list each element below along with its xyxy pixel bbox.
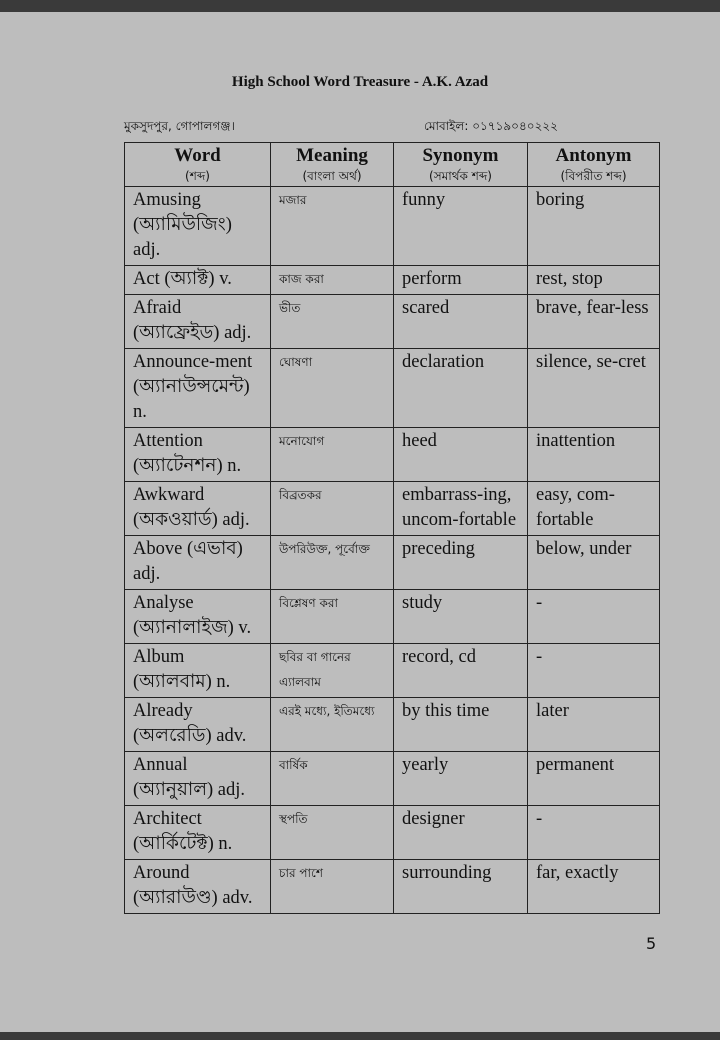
antonym-cell: - xyxy=(528,590,660,644)
table-row xyxy=(125,428,660,482)
header-meaning-sub: (বাংলা অর্থ) xyxy=(302,169,362,183)
top-bar xyxy=(0,0,720,12)
antonym-cell: easy, com-fortable xyxy=(528,482,660,536)
word-cell: Act (অ্যাক্ট) v. xyxy=(125,266,271,295)
synonym-cell: designer xyxy=(394,806,528,860)
antonym-cell: - xyxy=(528,806,660,860)
antonym-cell: later xyxy=(528,698,660,752)
synonym-cell: declaration xyxy=(394,349,528,428)
meaning-cell: স্থপতি xyxy=(271,806,394,860)
table-row xyxy=(125,295,660,349)
word-cell: Afraid (অ্যাফ্রেইড) adj. xyxy=(125,295,271,349)
antonym-cell: inattention xyxy=(528,428,660,482)
meaning-cell: বার্ষিক xyxy=(271,752,394,806)
synonym-cell: heed xyxy=(394,428,528,482)
header-meaning xyxy=(271,143,394,187)
table-row xyxy=(125,536,660,590)
table-row xyxy=(125,752,660,806)
word-cell: Announce-ment (অ্যানাউন্সমেন্ট) n. xyxy=(125,349,271,428)
antonym-cell: rest, stop xyxy=(528,266,660,295)
table-row xyxy=(125,698,660,752)
header-word-label: Word xyxy=(174,145,221,166)
synonym-cell: scared xyxy=(394,295,528,349)
header-word xyxy=(125,143,271,187)
synonym-cell: preceding xyxy=(394,536,528,590)
synonym-cell: perform xyxy=(394,266,528,295)
table-row xyxy=(125,482,660,536)
table-row xyxy=(125,860,660,914)
header-synonym xyxy=(394,143,528,187)
header-antonym xyxy=(528,143,660,187)
header-antonym-sub: (বিপরীত শব্দ) xyxy=(560,169,627,183)
header-synonym-label: Synonym xyxy=(422,145,499,166)
table-row xyxy=(125,644,660,698)
table-row xyxy=(125,590,660,644)
header-word-sub: (শব্দ) xyxy=(185,169,210,183)
synonym-cell: embarrass-ing, uncom-fortable xyxy=(394,482,528,536)
word-cell: Above (এভাব) adj. xyxy=(125,536,271,590)
synonym-cell: yearly xyxy=(394,752,528,806)
header-synonym-sub: (সমার্থক শব্দ) xyxy=(429,169,492,183)
word-cell: Amusing (অ্যামিউজিং) adj. xyxy=(125,187,271,266)
mobile-number: মোবাইল: ০১৭১৯০৪০২২২ xyxy=(424,119,558,133)
page-number: 5 xyxy=(646,934,657,953)
word-table xyxy=(124,142,660,914)
table-row xyxy=(125,266,660,295)
place-label: মুকসুদপুর, গোপালগঞ্জ। xyxy=(124,119,235,133)
synonym-cell: surrounding xyxy=(394,860,528,914)
header-antonym-label: Antonym xyxy=(555,145,632,166)
document-title: High School Word Treasure - A.K. Azad xyxy=(231,74,489,90)
table-header-row xyxy=(125,143,660,187)
bottom-bar xyxy=(0,1032,720,1040)
antonym-cell: below, under xyxy=(528,536,660,590)
meaning-cell: বিশ্লেষণ করা xyxy=(271,590,394,644)
antonym-cell: - xyxy=(528,644,660,698)
word-cell: Analyse (অ্যানালাইজ) v. xyxy=(125,590,271,644)
antonym-cell: silence, se-cret xyxy=(528,349,660,428)
meaning-cell: চার পাশে xyxy=(271,860,394,914)
word-cell: Already (অলরেডি) adv. xyxy=(125,698,271,752)
antonym-cell: boring xyxy=(528,187,660,266)
document-page xyxy=(0,12,720,1032)
antonym-cell: brave, fear-less xyxy=(528,295,660,349)
meaning-cell: ঘোষণা xyxy=(271,349,394,428)
word-cell: Awkward (অকওয়ার্ড) adj. xyxy=(125,482,271,536)
table-row xyxy=(125,187,660,266)
meaning-cell: মনোযোগ xyxy=(271,428,394,482)
word-cell: Album (অ্যালবাম) n. xyxy=(125,644,271,698)
word-cell: Attention (অ্যাটেনশন) n. xyxy=(125,428,271,482)
meaning-cell: ভীত xyxy=(271,295,394,349)
header-meaning-label: Meaning xyxy=(296,145,368,166)
word-cell: Annual (অ্যানুয়াল) adj. xyxy=(125,752,271,806)
meaning-cell: কাজ করা xyxy=(271,266,394,295)
antonym-cell: permanent xyxy=(528,752,660,806)
meaning-cell: বিব্রতকর xyxy=(271,482,394,536)
synonym-cell: record, cd xyxy=(394,644,528,698)
word-cell: Architect (আর্কিটেক্ট) n. xyxy=(125,806,271,860)
table-row xyxy=(125,806,660,860)
meaning-cell: উপরিউক্ত, পূর্বোক্ত xyxy=(271,536,394,590)
synonym-cell: by this time xyxy=(394,698,528,752)
meaning-cell: মজার xyxy=(271,187,394,266)
word-cell: Around (অ্যারাউণ্ড) adv. xyxy=(125,860,271,914)
table-row xyxy=(125,349,660,428)
synonym-cell: funny xyxy=(394,187,528,266)
meaning-cell: ছবির বা গানের এ্যালবাম xyxy=(271,644,394,698)
antonym-cell: far, exactly xyxy=(528,860,660,914)
meaning-cell: এরই মধ্যে, ইতিমধ্যে xyxy=(271,698,394,752)
synonym-cell: study xyxy=(394,590,528,644)
